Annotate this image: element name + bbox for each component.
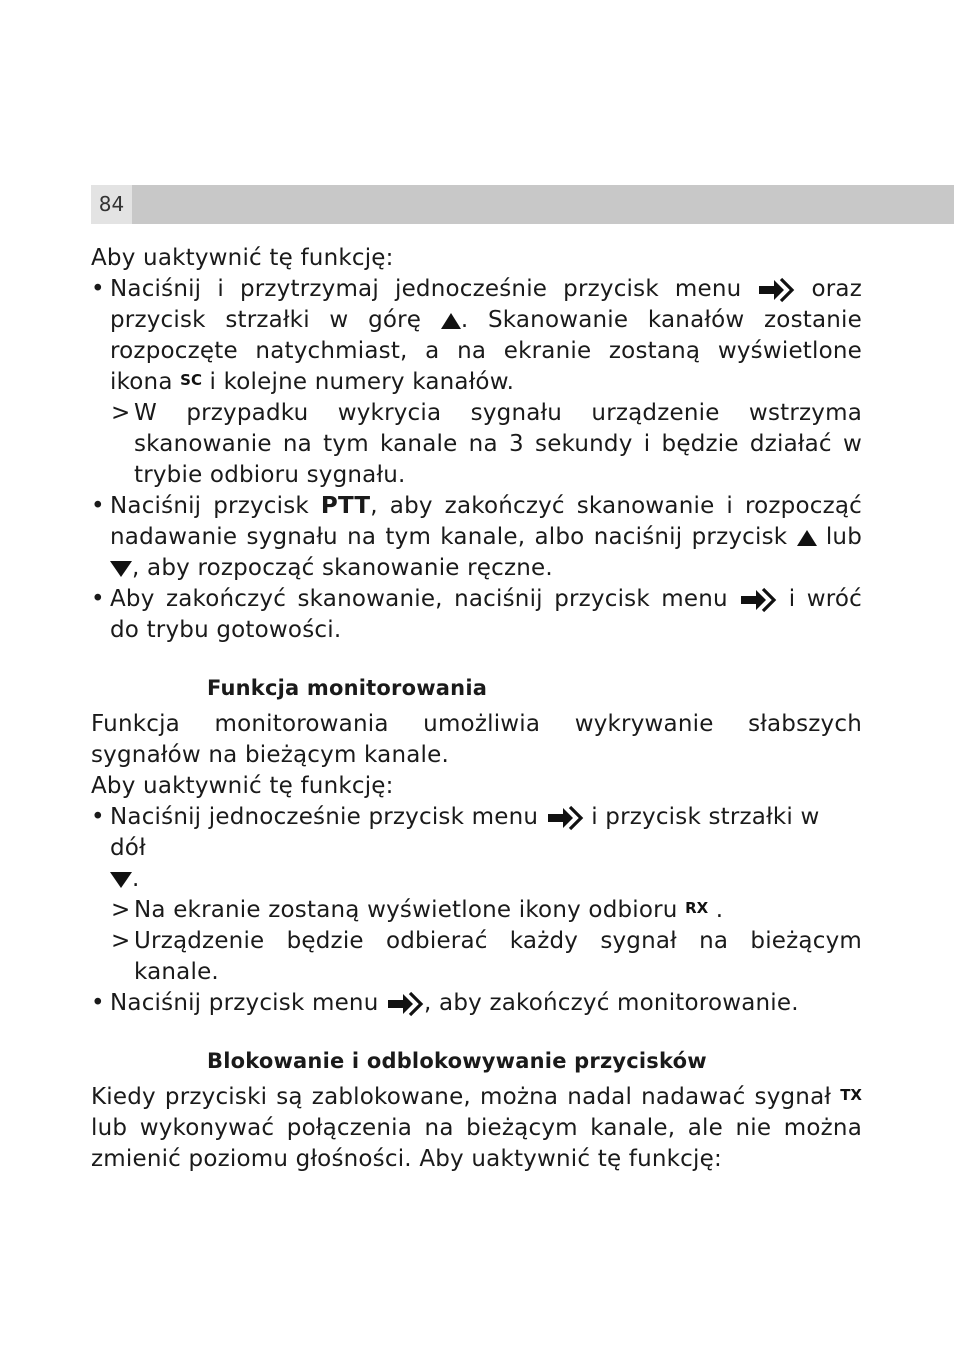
menu-arrow-icon xyxy=(757,277,795,303)
item-text: , aby rozpocząć skanowanie ręczne. xyxy=(132,555,553,581)
item-text: i przycisk strzałki w dół xyxy=(110,804,820,861)
section-heading: Blokowanie i odblokowywanie przycisków xyxy=(207,1049,707,1073)
list-item xyxy=(91,988,862,1019)
item-text: Naciśnij przycisk xyxy=(110,493,309,519)
item-text: lub wykonywać połączenia na bieżącym kanale, ale nie można zmienić poziomu głośności. Aby uaktywnić tę funkcję: xyxy=(91,1115,862,1172)
sc-icon: SC xyxy=(180,371,202,389)
item-text: . xyxy=(132,866,140,892)
arrow-up-icon xyxy=(797,530,817,546)
list-item xyxy=(91,274,862,398)
sub-marker: > xyxy=(111,928,131,954)
paragraph: Funkcja monitorowania umożliwia wykrywanie słabszych sygnałów na bieżącym kanale. xyxy=(91,711,862,768)
bullet-marker: • xyxy=(91,990,105,1016)
item-text: Na ekranie zostaną wyświetlone ikony odbioru xyxy=(134,897,678,923)
menu-arrow-icon xyxy=(739,587,777,613)
list-item xyxy=(91,584,862,646)
bullet-marker: • xyxy=(91,276,105,302)
item-text: i wróć do trybu gotowości. xyxy=(110,586,862,643)
menu-arrow-icon xyxy=(546,805,584,831)
item-text: Aby zakończyć skanowanie, naciśnij przycisk menu xyxy=(110,586,728,612)
menu-arrow-icon xyxy=(386,991,424,1017)
item-text: Kiedy przyciski są zablokowane, można nadal nadawać sygnał xyxy=(91,1084,832,1110)
item-text: Urządzenie będzie odbierać każdy sygnał na bieżącym kanale. xyxy=(134,928,862,985)
item-text: , aby zakończyć monitorowanie. xyxy=(424,990,799,1016)
sub-list-item xyxy=(91,398,862,491)
item-text: oraz przycisk strzałki w górę xyxy=(110,276,862,333)
list-item xyxy=(91,802,862,895)
item-text: . Skanowanie kanałów zostanie rozpoczęte natychmiast, a na ekranie zostaną wyświetlone ikona xyxy=(110,307,862,395)
bullet-marker: • xyxy=(91,586,105,612)
item-text: . xyxy=(715,897,724,923)
bullet-marker: • xyxy=(91,493,105,519)
page-content xyxy=(91,243,862,1175)
rx-icon: RX xyxy=(685,899,709,917)
arrow-down-icon xyxy=(110,872,132,888)
page-number: 84 xyxy=(91,185,132,224)
bullet-marker: • xyxy=(91,804,105,830)
arrow-up-icon xyxy=(441,313,461,329)
item-text: Naciśnij jednocześnie przycisk menu xyxy=(110,804,539,830)
header-bar xyxy=(91,185,954,224)
ptt-label: PTT xyxy=(320,493,371,519)
tx-icon: TX xyxy=(840,1086,862,1104)
sub-marker: > xyxy=(111,897,131,923)
paragraph xyxy=(91,1082,862,1175)
item-text: Naciśnij przycisk menu xyxy=(110,990,379,1016)
sub-marker: > xyxy=(111,400,131,426)
item-text: Naciśnij i przytrzymaj jednocześnie przycisk menu xyxy=(110,276,742,302)
intro-text: Aby uaktywnić tę funkcję: xyxy=(91,245,394,271)
sub-list-item xyxy=(91,926,862,988)
list-item xyxy=(91,491,862,584)
intro-text: Aby uaktywnić tę funkcję: xyxy=(91,773,394,799)
sub-list-item xyxy=(91,895,862,926)
item-text: lub xyxy=(825,524,863,550)
item-text: W przypadku wykrycia sygnału urządzenie wstrzyma skanowanie na tym kanale na 3 sekundy i będzie działać w trybie odbioru sygnału. xyxy=(134,400,862,488)
item-text: i kolejne numery kanałów. xyxy=(209,369,515,395)
item-text: , aby zakończyć skanowanie i rozpocząć nadawanie sygnału na tym kanale, albo naciśnij przycisk xyxy=(110,493,862,550)
section-heading: Funkcja monitorowania xyxy=(207,676,488,700)
arrow-down-icon xyxy=(110,561,132,577)
